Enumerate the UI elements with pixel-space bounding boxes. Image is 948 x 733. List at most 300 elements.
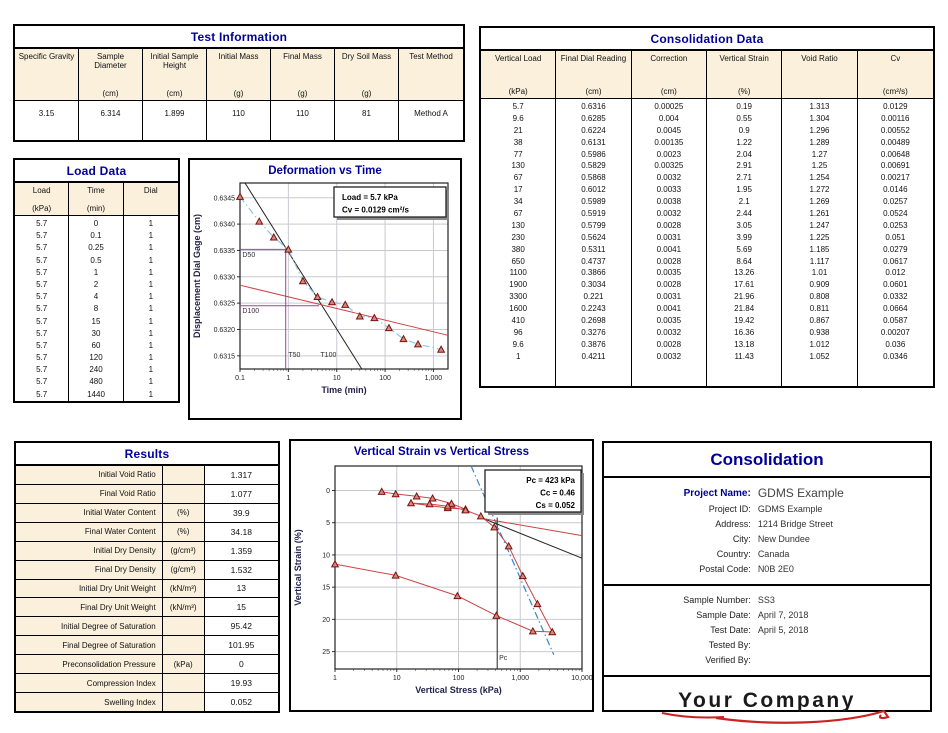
dial-readings-point [386,325,393,331]
cell: 0.0028 [656,256,682,266]
cell: 0.0601 [883,280,908,290]
cell: 5.7 [36,231,48,241]
cell: 0.3276 [581,327,606,337]
cell: 0.808 [809,292,830,302]
tick-label-x: 100 [452,675,465,682]
column-header [632,51,707,98]
sample-fields [604,584,930,675]
cell: Method A [414,109,448,118]
project-info-panel [602,441,932,712]
result-unit: (kN/m³) [163,598,205,616]
cell: 1.269 [809,197,830,207]
cell: 480 [89,377,103,387]
result-unit [163,636,205,654]
column-header [15,183,69,215]
result-row [16,542,278,561]
strain-chart-panel [289,439,594,712]
company-logo [632,677,902,727]
column-unit: (cm) [102,89,119,98]
cell: 0.867 [809,316,830,326]
table-column [79,101,143,140]
cell: 1 [148,328,154,338]
cell: 0.036 [885,339,906,349]
field-label: Tested By: [708,640,751,650]
cell: 1600 [509,304,528,314]
cell: 2.71 [736,173,752,183]
cell: 1.25 [811,161,828,171]
dial-readings-point [237,193,244,199]
column-unit [16,87,77,98]
field-label: Sample Date: [696,610,751,620]
cell: 0.1 [90,231,102,241]
field-label: Project ID: [708,504,751,514]
column-label: Vertical Strain [719,54,769,63]
result-row [16,674,278,693]
cell: 0.0032 [656,327,682,337]
field-label: Test Date: [710,625,751,635]
result-value: 1.077 [205,485,278,503]
column-header [858,51,933,98]
cell: 0.0032 [656,173,682,183]
cell: 81 [362,109,371,118]
cell: 130 [511,220,525,230]
strain-chart [291,460,592,705]
cell: 2.1 [738,197,750,207]
result-value: 0 [205,655,278,673]
result-value: 1.359 [205,542,278,560]
cell: 0.00135 [654,137,684,147]
column-label: Dry Soil Mass [341,52,392,61]
table-body [15,216,178,401]
result-label: Final Degree of Saturation [16,636,163,654]
cell: 0.0129 [883,102,908,111]
tick-label-y: 10 [322,552,330,560]
results-panel [14,441,280,713]
test-information-title: Test Information [15,26,463,49]
cell: 0.6012 [581,185,606,195]
cell: 1.117 [809,256,830,266]
cell: 5.7 [36,365,48,375]
result-value: 95.42 [205,617,278,635]
field-value: April 5, 2018 [757,625,809,635]
cell: 1 [148,279,154,289]
cell: 1 [148,316,154,326]
column-header [15,49,79,100]
tick-label-x: 1,000 [424,375,443,382]
column-label: Initial Sample Height [150,52,199,70]
cell: 0.9 [738,125,750,135]
strain-chart-title: Vertical Strain vs Vertical Stress [353,446,530,458]
field-label: Verified By: [705,655,751,665]
cell: 1.185 [809,244,830,254]
cell: 0.0253 [883,220,908,230]
tick-label-x: 10 [332,375,341,382]
cell: 1.052 [809,351,830,361]
cell: 17.61 [734,280,755,290]
result-value: 39.9 [205,504,278,522]
column-header [481,51,556,98]
cell: 0.0023 [656,149,682,159]
cell: 3.15 [38,109,55,118]
cell: 1 [148,304,154,314]
column-unit: (%) [737,87,751,96]
column-label: Initial Mass [218,52,259,61]
result-label: Swelling Index [16,693,163,711]
cell: 2.91 [736,161,752,171]
cell: 0.00116 [881,113,910,123]
cell: 1.27 [811,149,828,159]
cell: 1900 [509,280,528,290]
cell: 5.7 [36,219,48,228]
table-header-row [15,183,178,216]
y-axis-label: Vertical Strain (%) [293,529,303,606]
tick-label-y: 0.6335 [213,247,235,255]
cell: 1 [148,255,154,265]
cell: 0.0664 [883,304,908,314]
cell: 5.7 [36,353,48,363]
cell: 110 [296,109,309,118]
cell: 3.99 [736,232,752,242]
column-unit [125,202,177,213]
cell: 1.225 [809,232,830,242]
column-label: Void Ratio [801,54,838,63]
field-value [758,654,920,667]
column-unit: (g) [233,89,244,98]
cell: 0.00207 [880,327,910,337]
tick-label-y: 15 [322,584,330,592]
result-value: 1.532 [205,561,278,579]
cell: 1440 [87,389,105,399]
column-label: Load [32,186,51,195]
cell: 0.0032 [656,351,682,361]
cell: 0.0346 [883,351,908,361]
table-column [69,216,123,401]
cell: 0.6224 [581,125,606,135]
result-label: Final Dry Unit Weight [16,598,163,616]
table-header-row [481,51,933,99]
result-row [16,485,278,504]
asymptote-line [240,285,448,335]
column-label: Test Method [409,52,453,61]
strain-curve-point [478,513,485,519]
column-unit: (cm) [585,87,602,96]
info-field [614,639,920,652]
result-unit: (%) [163,523,205,541]
cell: 0.3876 [581,339,606,349]
result-unit [163,693,205,711]
cell: 1 [148,219,154,228]
column-unit [400,87,462,98]
info-field [614,594,920,607]
cell: 5.7 [36,377,48,387]
dial-readings-point [415,341,422,347]
tick-label-x: 0.1 [235,375,245,382]
cell: 0.0032 [656,209,682,219]
table-column [556,99,631,386]
cell: 5.7 [36,389,48,399]
construction-label: D100 [242,308,260,316]
field-label: Address: [715,519,751,529]
result-label: Initial Water Content [16,504,163,522]
company-name: Your Company [678,689,856,712]
table-column [271,101,335,140]
cell: 410 [511,316,525,326]
column-unit: (cm) [166,89,183,98]
cell: 21.96 [734,292,755,302]
tick-label-x: 100 [379,375,391,382]
cell: 0.2243 [581,304,606,314]
cell: 67 [513,209,523,219]
cell: 0.5799 [581,220,606,230]
result-label: Final Void Ratio [16,485,163,503]
result-label: Final Dry Density [16,561,163,579]
cell: 0.0041 [656,304,682,314]
annotation-line: Load = 5.7 kPa [342,193,398,202]
cell: 5.7 [36,255,48,265]
cell: 1 [148,377,154,387]
column-label: Correction [650,54,688,63]
cell: 9.6 [512,113,524,123]
cell: 0.4737 [581,256,606,266]
cell: 0.0041 [656,244,682,254]
cell: 34 [513,197,523,207]
result-unit: (%) [163,504,205,522]
result-unit [163,466,205,484]
cell: 0.5868 [581,173,606,183]
column-label: Sample Diameter [94,52,127,70]
cell: 30 [91,328,101,338]
cell: 21 [513,125,523,135]
cell: 0.0279 [883,244,908,254]
load-data-panel [13,158,180,403]
result-row [16,693,278,711]
info-field [614,503,920,516]
cell: 0.5919 [581,209,606,219]
cell: 230 [511,232,525,242]
result-unit: (kN/m³) [163,580,205,598]
cell: 5.7 [512,102,524,111]
table-column [143,101,207,140]
cell: 1 [148,353,154,363]
cell: 0.0028 [656,280,682,290]
result-row [16,636,278,655]
cell: 1.304 [809,113,830,123]
field-value [758,639,920,652]
column-label: Vertical Load [495,54,542,63]
cell: 1 [148,365,154,375]
deformation-chart-holder [190,179,460,418]
cell: 5.7 [36,340,48,350]
result-row [16,523,278,542]
result-row [16,580,278,599]
cell: 96 [513,327,523,337]
cell: 1 [515,351,521,361]
column-label: Specific Gravity [18,52,75,61]
cell: 0.00325 [654,161,684,171]
field-value: New Dundee [757,534,810,544]
cell: 1.289 [809,137,830,147]
cell: 5.7 [36,267,48,277]
consolidation-data-title: Consolidation Data [481,28,933,51]
result-unit: (g/cm³) [163,542,205,560]
result-label: Initial Dry Density [16,542,163,560]
dial-readings-point [342,301,349,307]
cell: 4 [93,292,99,302]
cell: 1 [148,231,154,241]
result-row [16,598,278,617]
cell: 21.84 [734,304,755,314]
result-row [16,466,278,485]
result-label: Preconsolidation Pressure [16,655,163,673]
cell: 0.0038 [656,197,682,207]
tick-label-x: 10,000 [571,675,592,682]
table-column [15,216,69,401]
cell: 0.0332 [883,292,908,302]
cell: 2.44 [736,209,752,219]
table-body [15,101,463,140]
cell: 0.5624 [581,232,606,242]
x-axis-label: Time (min) [321,385,367,395]
info-field [614,563,920,576]
cell: 0.004 [658,113,679,123]
cell: 0.00489 [880,137,910,147]
y-axis-label: Displacement Dial Gage (cm) [192,213,202,339]
cell: 1.22 [736,137,752,147]
logo-swoosh-short [662,713,724,718]
info-field [614,533,920,546]
cell: 0.00691 [880,161,910,171]
info-field [614,486,920,501]
result-label: Initial Dry Unit Weight [16,580,163,598]
result-row [16,655,278,674]
cell: 0.5829 [581,161,606,171]
column-header [69,183,123,215]
deformation-chart [190,179,460,413]
cell: 0.4211 [581,351,606,361]
cell: 0.5 [90,255,102,265]
cell: 0.6316 [581,102,606,111]
column-unit: (g) [297,89,308,98]
strain-curve-point [378,488,385,494]
annotation-line: Pc = 423 kPa [526,476,575,485]
info-field [614,609,920,622]
cell: 0.909 [809,280,830,290]
deformation-chart-title: Deformation vs Time [268,165,382,177]
table-column [124,216,178,401]
cell: 0.0033 [656,185,682,195]
column-header [143,49,207,100]
table-column [399,101,463,140]
column-unit: (cm) [660,87,677,96]
cell: 0.6285 [581,113,606,123]
field-label: Country: [716,549,751,559]
column-unit: (kPa) [32,204,52,213]
column-label: Cv [890,54,901,63]
cell: 3.05 [736,220,752,230]
result-value: 0.052 [205,693,278,711]
annotation-line: Cv = 0.0129 cm²/s [342,205,409,215]
column-unit [783,85,855,96]
cell: 13.26 [734,268,755,278]
field-value: April 7, 2018 [757,610,809,620]
result-row [16,561,278,580]
cell: 8 [93,304,99,314]
cell: 0.19 [736,102,752,111]
cell: 0.6131 [581,137,606,147]
cell: 19.42 [734,316,755,326]
result-value: 34.18 [205,523,278,541]
cell: 0.938 [809,327,830,337]
cell: 240 [89,365,103,375]
cell: 0.00025 [654,102,684,111]
cell: 5.7 [36,304,48,314]
result-unit [163,674,205,692]
cell: 1 [148,267,154,277]
strain-curve-point [493,612,500,618]
column-header [707,51,782,98]
column-header [782,51,857,98]
cell: 1.272 [809,185,830,195]
cell: 0.5311 [581,244,606,254]
column-header [399,49,463,100]
table-column [858,99,933,386]
tick-label-y: 20 [322,616,330,624]
result-value: 1.317 [205,466,278,484]
column-header [79,49,143,100]
table-column [782,99,857,386]
cell: 6.314 [100,109,121,118]
tick-label-y: 0.6345 [213,195,235,203]
strain-curve-point [534,601,541,607]
cell: 1100 [509,268,527,278]
field-label: City: [732,534,751,544]
tick-label-y: 0.6320 [213,326,235,334]
cell: 0.55 [736,113,752,123]
cell: 1.254 [809,173,830,183]
result-value: 13 [205,580,278,598]
tick-label-y: 0.6340 [213,221,235,229]
result-row [16,617,278,636]
cell: 1.247 [809,220,830,230]
cell: 1.296 [809,125,830,135]
cell: 5.7 [36,279,48,289]
result-unit [163,485,205,503]
cell: 0.00217 [880,173,910,183]
cell: 2.04 [736,149,752,159]
cell: 0.0257 [883,197,908,207]
cell: 0.811 [809,304,830,314]
cell: 120 [89,353,103,363]
cell: 0.0031 [656,292,682,302]
field-label: Project Name: [683,488,751,499]
cell: 15 [91,316,101,326]
column-label: Final Mass [283,52,322,61]
column-unit: (g) [361,89,372,98]
cell: 5.7 [36,243,48,253]
info-field [614,624,920,637]
cell: 16.36 [734,327,755,337]
table-column [481,99,556,386]
result-unit: (kPa) [163,655,205,673]
dial-readings-point [256,218,263,224]
cell: 5.69 [736,244,752,254]
cell: 5.7 [36,292,48,302]
field-label: Postal Code: [699,564,751,574]
result-unit: (g/cm³) [163,561,205,579]
tick-label-x: 1 [286,375,291,382]
cell: 130 [511,161,525,171]
table-column [707,99,782,386]
